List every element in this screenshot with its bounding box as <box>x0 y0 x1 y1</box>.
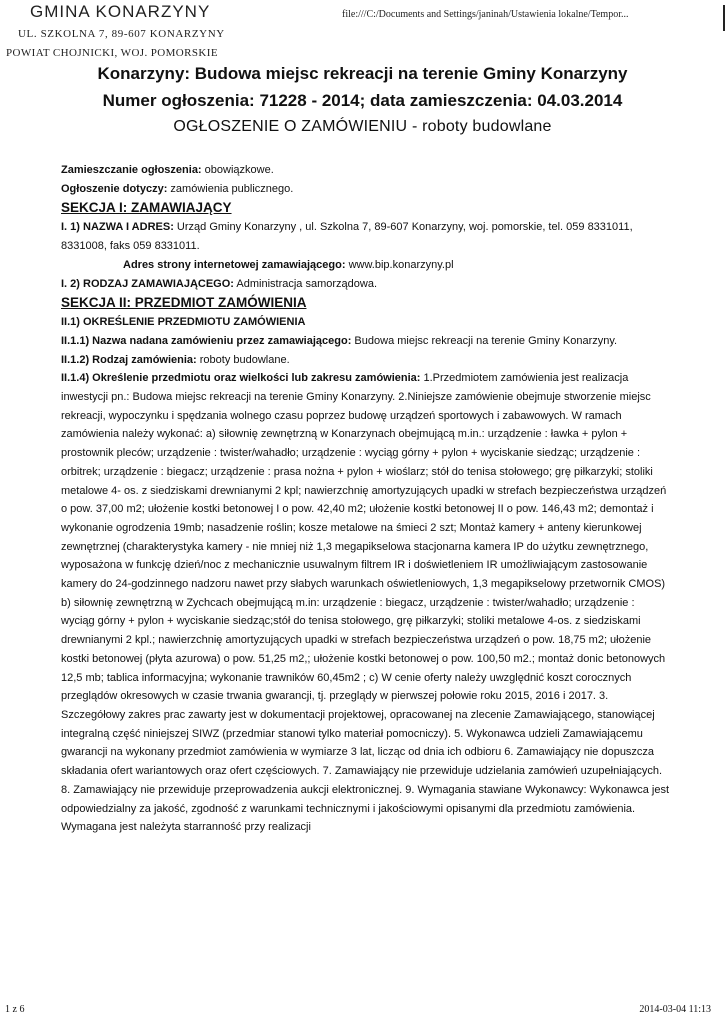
order-kind <box>61 351 671 370</box>
website-info <box>61 256 671 275</box>
order-name-label: II.1.1) Nazwa nadana zamówieniu przez zamawiającego: <box>61 334 352 347</box>
concerns-info <box>61 180 671 199</box>
concerns-value: zamówienia publicznego. <box>167 182 294 195</box>
stamp-line-2: UL. SZKOLNA 7, 89-607 KONARZYNY <box>18 28 225 40</box>
name-value: Urząd Gminy Konarzyny , ul. Szkolna 7, 89-607 Konarzyny, woj. pomorskie, tel. 059 8331011, 8331008, faks 059 8331011. <box>61 221 633 253</box>
order-name <box>61 332 671 351</box>
website-label: Adres strony internetowej zamawiającego: <box>123 258 346 271</box>
type-label: I. 2) RODZAJ ZAMAWIAJĄCEGO: <box>61 277 234 290</box>
posting-label: Zamieszczanie ogłoszenia: <box>61 164 202 176</box>
section-1-heading: SEKCJA I: ZAMAWIAJĄCY <box>61 200 232 216</box>
name-label: I. 1) NAZWA I ADRES: <box>61 221 174 234</box>
document-subtitle: OGŁOSZENIE O ZAMÓWIENIU - roboty budowlane <box>173 118 552 135</box>
contracting-authority-name <box>61 218 671 255</box>
stamp-line-3: POWIAT CHOJNICKI, WOJ. POMORSKIE <box>6 47 218 59</box>
concerns-label: Ogłoszenie dotyczy: <box>61 182 168 195</box>
document-title: Konarzyny: Budowa miejsc rekreacji na terenie Gminy Konarzyny <box>97 64 628 83</box>
posting-info <box>61 161 671 180</box>
authority-type <box>61 275 671 294</box>
type-value: Administracja samorządowa. <box>233 277 378 290</box>
order-name-value: Budowa miejsc rekreacji na terenie Gminy Konarzyny. <box>351 334 618 347</box>
order-kind-label: II.1.2) Rodzaj zamówienia: <box>61 353 197 366</box>
print-timestamp: 2014-03-04 11:13 <box>639 1004 711 1015</box>
browser-file-path: file:///C:/Documents and Settings/janinah/Ustawienia lokalne/Tempor... <box>342 9 629 20</box>
stamp-line-1: GMINA KONARZYNY <box>30 2 211 21</box>
subsection-label: II.1) OKREŚLENIE PRZEDMIOTU ZAMÓWIENIA <box>61 316 306 329</box>
order-scope-label: II.1.4) Określenie przedmiotu oraz wielkości lub zakresu zamówienia: <box>61 372 421 385</box>
order-kind-value: roboty budowlane. <box>196 353 290 366</box>
order-scope <box>61 369 671 837</box>
page-number: 1 z 6 <box>5 1004 25 1015</box>
municipality-stamp <box>6 2 246 61</box>
posting-value: obowiązkowe. <box>201 164 274 176</box>
subsection-heading <box>61 313 671 332</box>
order-scope-value: 1.Przedmiotem zamówienia jest realizacja inwestycji pn.: Budowa miejsc rekreacji na terenie Gminy Konarzyny. 2.Niniejsze zamówienie obejmuje stworzenie miejsc rekreacji, wypoczynku i spędzania wolnego czasu poprzez budowę urządzeń sportowych i zabawowych. W ramach zamówienia należy wykonać: a) siłownię zewnętrzną w Konarzynach obejmującą m.in.: urządzenie : ławka + pylon + prostownik pleców; urządzenie : twister/wahadło; urządzenie : wyciąg górny + pylon + wyciskanie siedząc; urządzenie : orbitrek; urządzenie : biegacz; urządzenie : prasa nożna + pylon + wioślarz; stół do tenisa stołowego; grę piłkarzyki; stoliki metalowe 4- os. z siedziskami drewnianymi 2 kpl; nawierzchnię amortyzujących upadki w strefach bezpieczeństwa urządzeń o pow. 37,00 m2; ułożenie kostki betonowej I o pow. 42,40 m2; ułożenie kostki betonowej II o pow. 146,43 m2; demontaż i wykonanie ogrodzenia 19mb; nasadzenie roślin; kosze metalowe na śmieci 2 szt; Montaż kamery + anteny kierunkowej zewnętrznej (charakterystyka kamery - nie mniej niż 1,3 megapikselowa stacjonarna kamera IP do użytku zewnętrznego, wyposażona w funkcję dzień/noc z mechanicznie usuwalnym filtrem IR i doświetleniem IR umożliwiającym zastosowanie kamery do 24-godzinnego nadzoru nawet przy słabych warunkach oświetleniowych, 1,3 megapikselowy przetwornik CMOS) b) siłownię zewnętrzną w Zychcach obejmującą m.in: urządzenie : biegacz, urządzenie : twister/wahadło; urządzenie : wyciąg górny + pylon + wyciskanie siedząc;stół do tenisa stołowego, grę piłkarzyki; stoliki metalowe 4-os. z siedziskami drewnianymi 2 kpl.; nawierzchnię amortyzujących upadki w strefach bezpieczeństwa urządzeń o pow. 18,75 m2; ułożenie kostki betonowej (płyta azurowa) o pow. 51,25 m2,; ułożenie kostki betonowej o pow. 100,50 m2.; montaż donic betonowych 12,5 mb; tablica informacyjna; wykonanie trawników 60,45m2 ; c) W cenie oferty należy uwzględnić koszt corocznych przeglądów okresowych w czasie trwania gwarancji, tj. przeglądy w pierwszej połowie roku 2015, 2016 i 2017. 3. Szczegółowy zakres prac zawarty jest w dokumentacji projektowej, opracowanej na zlecenie Zamawiającego, stanowiącej integralną część niniejszej SIWZ (przedmiar stanowi tylko materiał pomocniczy). 5. Wykonawca udzieli Zamawiającemu gwarancji na wykonany przedmiot zamówienia w wymiarze 3 lat, licząc od dnia ich odbioru 6. Zamawiający nie dopuszcza składania ofert wariantowych oraz ofert częściowych. 7. Zamawiający nie przewiduje udzielania zamówień uzupełniających. 8. Zamawiający nie przewiduje przeprowadzenia aukcji elektronicznej. 9. Wymagania stawiane Wykonawcy: Wykonawca jest odpowiedzialny za jakość, zgodność z warunkami technicznymi i jakościowymi opisanymi dla przedmiotu zamówienia. Wymagana jest należyta starranność przy realizacji <box>61 372 670 834</box>
section-2-heading: SEKCJA II: PRZEDMIOT ZAMÓWIENIA <box>61 295 307 311</box>
website-value: www.bip.konarzyny.pl <box>345 258 454 271</box>
document-body <box>61 161 671 837</box>
announcement-number: Numer ogłoszenia: 71228 - 2014; data zamieszczenia: 04.03.2014 <box>102 91 623 110</box>
